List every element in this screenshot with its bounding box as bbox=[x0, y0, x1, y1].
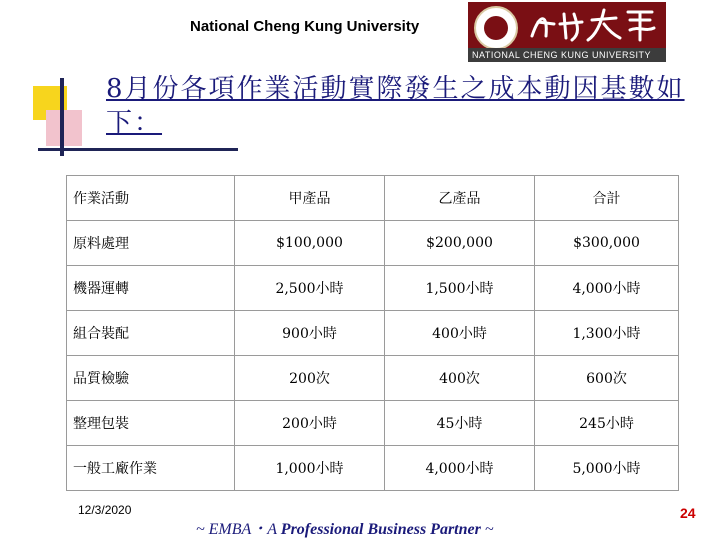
footer-tagline-bold: Professional Business Partner bbox=[280, 521, 481, 538]
table-cell: 900小時 bbox=[235, 311, 385, 356]
table-header-cell: 乙產品 bbox=[385, 176, 535, 221]
seal-icon bbox=[474, 6, 518, 50]
table-cell: 組合裝配 bbox=[67, 311, 235, 356]
table-row bbox=[67, 446, 679, 491]
table-cell: 1,300小時 bbox=[535, 311, 679, 356]
footer-tagline bbox=[196, 516, 494, 539]
slide-title: 8月份各項作業活動實際發生之成本動因基數如下： bbox=[106, 74, 685, 138]
table-cell: 4,000小時 bbox=[385, 446, 535, 491]
slide-date: 12/3/2020 bbox=[78, 503, 132, 517]
table-header-cell: 作業活動 bbox=[67, 176, 235, 221]
footer-tagline-suffix: ~ bbox=[480, 521, 494, 538]
decorative-vertical-line bbox=[60, 78, 64, 156]
table-header-cell: 甲產品 bbox=[235, 176, 385, 221]
table-cell: 200次 bbox=[235, 356, 385, 401]
university-logo bbox=[468, 2, 666, 62]
table-cell: 200小時 bbox=[235, 401, 385, 446]
table-cell: 400次 bbox=[385, 356, 535, 401]
table-cell: 機器運轉 bbox=[67, 266, 235, 311]
university-title: National Cheng Kung University bbox=[190, 18, 420, 35]
table-cell: 400小時 bbox=[385, 311, 535, 356]
table-cell: 5,000小時 bbox=[535, 446, 679, 491]
footer-tagline-prefix: ~ EMBA・A bbox=[196, 521, 281, 538]
table-cell: 45小時 bbox=[385, 401, 535, 446]
table-cell: $300,000 bbox=[535, 221, 679, 266]
cost-driver-table bbox=[66, 175, 679, 491]
table-cell: $100,000 bbox=[235, 221, 385, 266]
table-cell: 一般工廠作業 bbox=[67, 446, 235, 491]
logo-band-text: NATIONAL CHENG KUNG UNIVERSITY bbox=[472, 50, 652, 60]
table-cell: 1,000小時 bbox=[235, 446, 385, 491]
table-cell: $200,000 bbox=[385, 221, 535, 266]
table-row bbox=[67, 221, 679, 266]
table-header-row bbox=[67, 176, 679, 221]
table-row bbox=[67, 401, 679, 446]
decorative-pink-square bbox=[46, 110, 82, 146]
table-cell: 原料處理 bbox=[67, 221, 235, 266]
calligraphy-logo-icon bbox=[526, 6, 662, 44]
table-row bbox=[67, 311, 679, 356]
table-cell: 600次 bbox=[535, 356, 679, 401]
decorative-horizontal-line bbox=[38, 148, 238, 151]
table-cell: 245小時 bbox=[535, 401, 679, 446]
table-cell: 4,000小時 bbox=[535, 266, 679, 311]
table-cell: 2,500小時 bbox=[235, 266, 385, 311]
table-cell: 1,500小時 bbox=[385, 266, 535, 311]
page-number: 24 bbox=[680, 505, 696, 521]
table-row bbox=[67, 266, 679, 311]
table-header-cell: 合計 bbox=[535, 176, 679, 221]
table-cell: 整理包裝 bbox=[67, 401, 235, 446]
table-cell: 品質檢驗 bbox=[67, 356, 235, 401]
table-row bbox=[67, 356, 679, 401]
